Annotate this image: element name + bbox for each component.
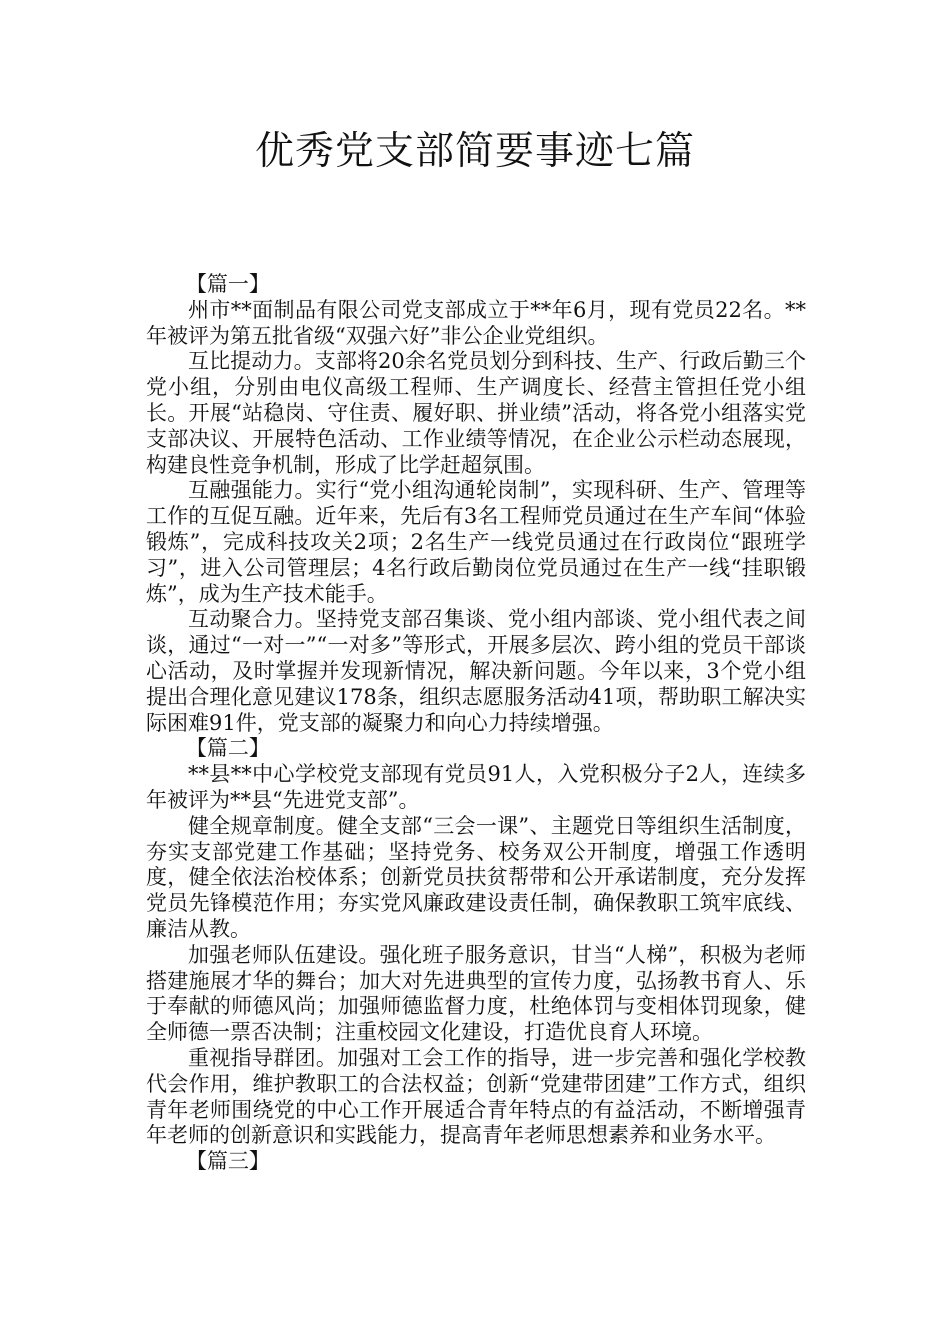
section-heading: 【篇一】 bbox=[185, 272, 270, 296]
body-paragraph: 互融强能力。实行“党小组沟通轮岗制”，实现科研、生产、管理等工作的互促互融。近年来，先后有3名工程师党员通过在生产车间“体验锻炼”，完成科技攻关2项；2名生产一线党员通过在行政岗位“跟班学习”，进入公司管理层；4名行政后勤岗位党员通过在生产一线“挂职锻炼”，成为生产技术能手。 bbox=[146, 478, 806, 606]
body-paragraph: 重视指导群团。加强对工会工作的指导，进一步完善和强化学校教代会作用，维护教职工的合法权益；创新“党建带团建”工作方式，组织青年老师围绕党的中心工作开展适合青年特点的有益活动，不断增强青年老师的创新意识和实践能力，提高青年老师思想素养和业务水平。 bbox=[146, 1045, 806, 1148]
body-paragraph: 健全规章制度。健全支部“三会一课”、主题党日等组织生活制度，夯实支部党建工作基础；坚持党务、校务双公开制度，增强工作透明度，健全依法治校体系；创新党员扶贫帮带和公开承诺制度，充分发挥党员先锋模范作用；夯实党风廉政建设责任制，确保教职工筑牢底线、廉洁从教。 bbox=[146, 813, 806, 941]
document-body bbox=[146, 272, 806, 1175]
document-title: 优秀党支部简要事迹七篇 bbox=[254, 129, 695, 174]
body-paragraph: 加强老师队伍建设。强化班子服务意识，甘当“人梯”，积极为老师搭建施展才华的舞台；加大对先进典型的宣传力度，弘扬教书育人、乐于奉献的师德风尚；加强师德监督力度，杜绝体罚与变相体罚现象，健全师德一票否决制；注重校园文化建设，打造优良育人环境。 bbox=[146, 942, 806, 1045]
section-heading: 【篇二】 bbox=[185, 736, 270, 761]
body-paragraph: 互比提动力。支部将20余名党员划分到科技、生产、行政后勤三个党小组，分别由电仪高级工程师、生产调度长、经营主管担任党小组长。开展“站稳岗、守住责、履好职、拼业绩”活动，将各党小组落实党支部决议、开展特色活动、工作业绩等情况，在企业公示栏动态展现，构建良性竞争机制，形成了比学赶超氛围。 bbox=[146, 349, 806, 477]
body-paragraph: 州市**面制品有限公司党支部成立于**年6月，现有党员22名。**年被评为第五批省级“双强六好”非公企业党组织。 bbox=[146, 297, 806, 348]
body-paragraph: 互动聚合力。坚持党支部召集谈、党小组内部谈、党小组代表之间谈，通过“一对一”“一对多”等形式，开展多层次、跨小组的党员干部谈心活动，及时掌握并发现新情况，解决新问题。今年以来，3个党小组提出合理化意见建议178条，组织志愿服务活动41项，帮助职工解决实际困难91件，党支部的凝聚力和向心力持续增强。 bbox=[146, 607, 806, 735]
body-paragraph: **县**中心学校党支部现有党员91人，入党积极分子2人，连续多年被评为**县“先进党支部”。 bbox=[146, 762, 806, 812]
section-heading: 【篇三】 bbox=[185, 1149, 270, 1174]
